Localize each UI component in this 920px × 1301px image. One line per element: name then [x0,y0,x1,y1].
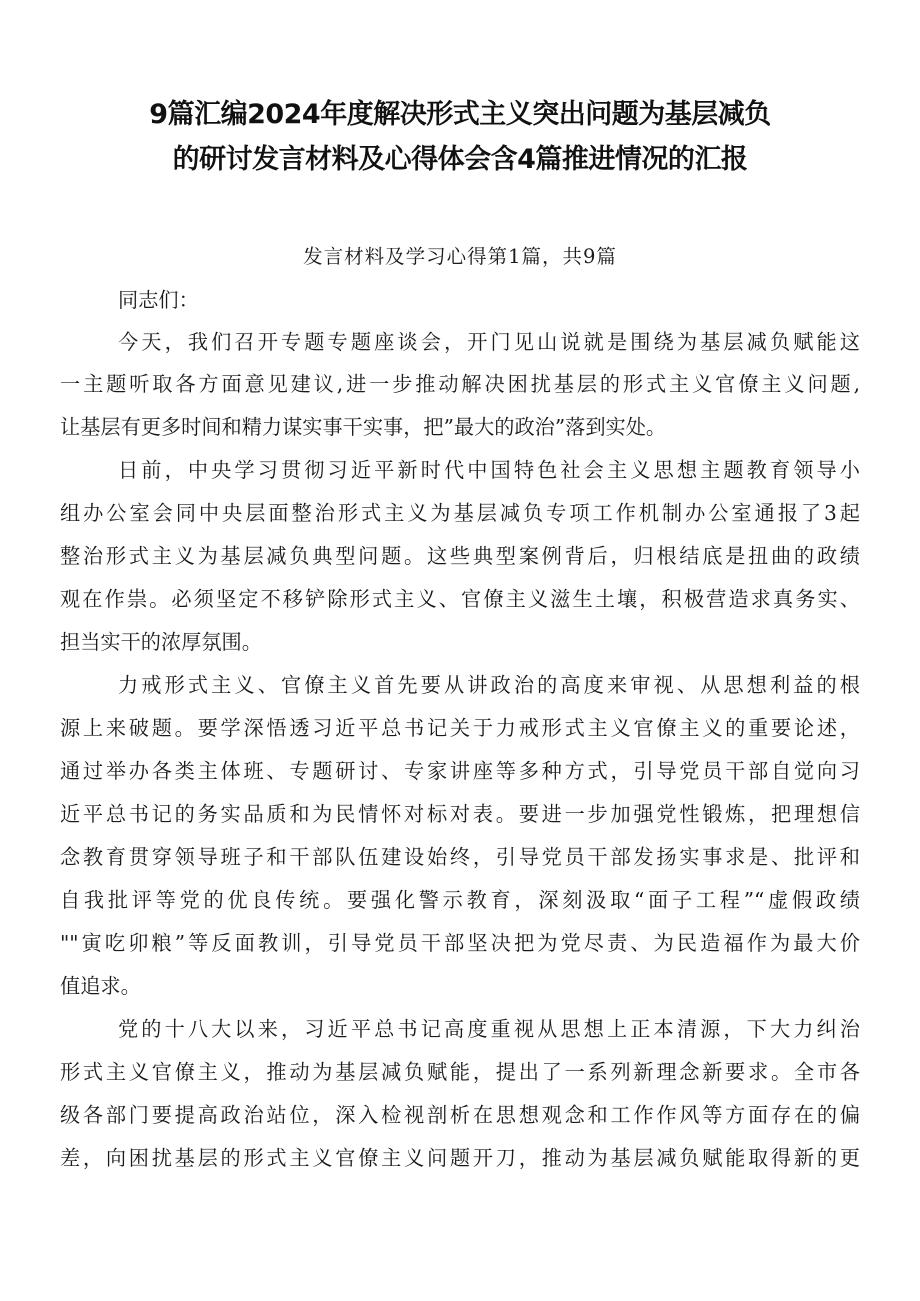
document-title-line-2: 的研讨发言材料及心得体会含4篇推进情况的汇报 [172,144,748,175]
paragraph-4-line-3: 级各部门要提高政治站位，深入检视剖析在思想观念和工作作风等方面存在的偏 [60,1103,860,1127]
paragraph-1-line-2: 一主题听取各方面意见建议,进一步推动解决困扰基层的形式主义官僚主义问题, [60,372,860,396]
paragraph-1-line-3: 让基层有更多时间和精力谋实事干实事，把”最大的政治”落到实处。 [60,415,667,439]
paragraph-4-line-4: 差，向困扰基层的形式主义官僚主义问题开刀，推动为基层减负赋能取得新的更 [60,1146,860,1170]
paragraph-1-line-1: 今天，我们召开专题专题座谈会，开门见山说就是围绕为基层减负赋能这 [118,330,860,354]
paragraph-3-line-5: 念教育贯穿领导班子和干部队伍建设始终，引导党员干部发扬实事求是、批评和 [60,845,860,869]
document-subtitle: 发言材料及学习心得第1篇，共9篇 [303,245,617,268]
document-title-line-1: 9篇汇编2024年度解决形式主义突出问题为基层减负 [149,99,771,130]
paragraph-2-line-4: 观在作祟。必须坚定不移铲除形式主义、官僚主义滋生土壤，积极营造求真务实、 [60,587,860,611]
paragraph-2-line-2: 组办公室会同中央层面整治形式主义为基层减负专项工作机制办公室通报了3起 [60,501,860,525]
paragraph-2-line-3: 整治形式主义为基层减负典型问题。这些典型案例背后，归根结底是扭曲的政绩 [60,544,860,568]
paragraph-4-line-1: 党的十八大以来，习近平总书记高度重视从思想上正本清源，下大力纠治 [118,1017,860,1041]
paragraph-3-line-7: ""寅吃卯粮”等反面教训，引导党员干部坚决把为党尽责、为民造福作为最大价 [60,931,860,955]
paragraph-2-line-5: 担当实干的浓厚氛围。 [60,630,262,654]
paragraph-2-line-1: 日前，中央学习贯彻习近平新时代中国特色社会主义思想主题教育领导小 [118,458,860,482]
paragraph-3-line-8: 值追求。 [60,974,141,998]
paragraph-3-line-3: 通过举办各类主体班、专题研讨、专家讲座等多种方式，引导党员干部自觉向习 [60,759,860,783]
paragraph-3-line-2: 源上来破题。要学深悟透习近平总书记关于力戒形式主义官僚主义的重要论述， [60,716,860,740]
paragraph-3-line-1: 力戒形式主义、官僚主义首先要从讲政治的高度来审视、从思想利益的根 [118,673,860,697]
paragraph-3-line-6: 自我批评等党的优良传统。要强化警示教育，深刻汲取“面子工程”“虚假政绩 [60,888,860,912]
paragraph-3-line-4: 近平总书记的务实品质和为民情怀对标对表。要进一步加强党性锻炼，把理想信 [60,802,860,826]
salutation: 同志们： [118,288,199,312]
paragraph-4-line-2: 形式主义官僚主义，推动为基层减负赋能，提出了一系列新理念新要求。全市各 [60,1060,860,1084]
